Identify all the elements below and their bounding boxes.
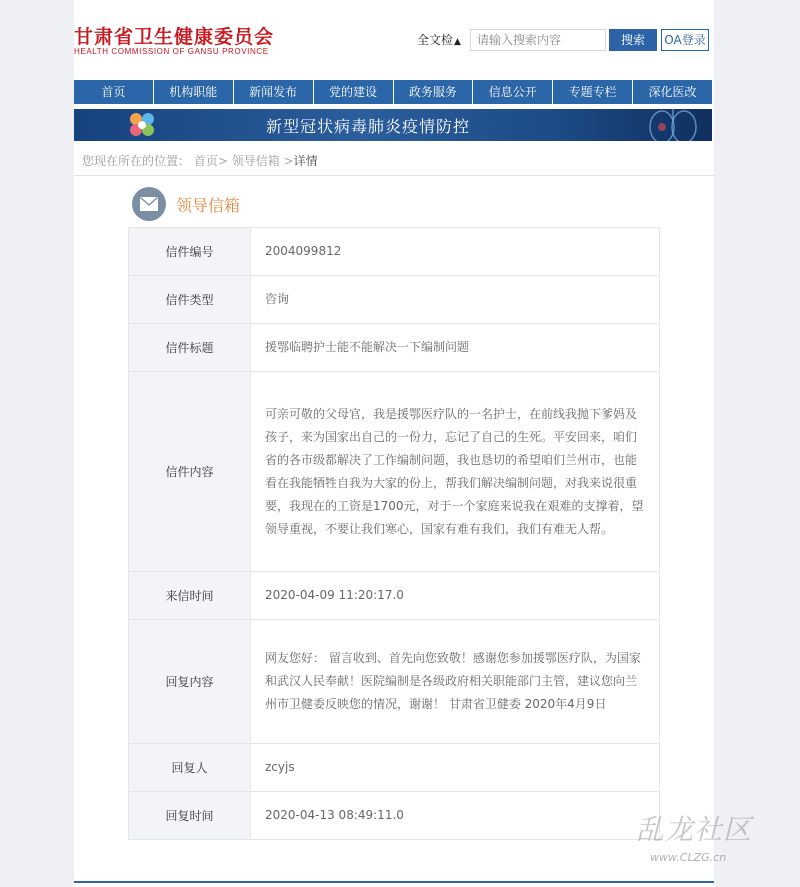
breadcrumb-home[interactable]: 首页 xyxy=(193,154,218,168)
letter-reply-time-value: 2020-04-13 08:49:11.0 xyxy=(251,792,660,840)
updown-caret-icon: ▲︎ xyxy=(454,37,461,47)
divider xyxy=(74,175,714,176)
search-scope-select[interactable] xyxy=(417,30,467,50)
letter-replier-value: zcyjs xyxy=(251,744,660,792)
field-label: 回复内容 xyxy=(129,620,251,744)
nav-item-reform[interactable]: 深化医改 xyxy=(648,85,697,99)
letter-title-value: 援鄂临聘护士能不能解决一下编制问题 xyxy=(251,324,660,372)
search-scope-label: 全文检 xyxy=(417,33,454,47)
nav-item-home[interactable]: 首页 xyxy=(74,80,154,104)
field-label: 信件标题 xyxy=(129,324,251,372)
main-nav xyxy=(74,80,712,104)
mail-icon xyxy=(132,187,166,221)
watermark-text: 乱龙社区 xyxy=(636,813,753,846)
table-row xyxy=(129,572,660,620)
breadcrumb xyxy=(82,152,318,169)
field-label: 信件类型 xyxy=(129,276,251,324)
breadcrumb-separator: > xyxy=(283,154,294,168)
search-button[interactable]: 搜索 xyxy=(609,29,657,51)
field-label: 回复时间 xyxy=(129,792,251,840)
site-logo-subtitle: HEALTH COMMISSION OF GANSU PROVINCE xyxy=(74,47,269,56)
nav-item-services[interactable]: 政务服务 xyxy=(394,80,474,104)
lungs-icon xyxy=(634,109,712,141)
field-label: 来信时间 xyxy=(129,572,251,620)
nav-item-news[interactable]: 新闻发布 xyxy=(234,80,314,104)
table-row xyxy=(129,744,660,792)
field-label: 回复人 xyxy=(129,744,251,792)
table-row xyxy=(129,372,660,572)
nav-item-topics[interactable]: 专题专栏 xyxy=(553,80,633,104)
letter-type-value: 咨询 xyxy=(251,276,660,324)
section-title: 领导信箱 xyxy=(176,196,241,215)
breadcrumb-current: 详情 xyxy=(293,154,318,168)
letter-reply-value: 网友您好： 留言收到、首先向您致敬！感谢您参加援鄂医疗队，为国家和武汉人民奉献！医院编制是各级政府相关职能部门主管，建议您向兰州市卫健委反映您的情况，谢谢！ 甘肃省卫健委 2020年4月9日 xyxy=(251,620,660,744)
covid-banner[interactable] xyxy=(74,109,712,141)
nav-item-party[interactable]: 党的建设 xyxy=(314,80,394,104)
flower-logo-icon xyxy=(126,111,160,139)
oa-login-button[interactable]: OA登录 xyxy=(661,29,709,51)
site-logo-title[interactable]: 甘肃省卫生健康委员会 xyxy=(74,26,275,48)
table-row xyxy=(129,324,660,372)
field-label: 信件内容 xyxy=(129,372,251,572)
watermark-url: www.CLZG.cn xyxy=(650,851,727,864)
letter-id-value: 2004099812 xyxy=(251,228,660,276)
field-label: 信件编号 xyxy=(129,228,251,276)
nav-item-disclosure[interactable]: 信息公开 xyxy=(473,80,553,104)
letter-content-value: 可亲可敬的父母官，我是援鄂医疗队的一名护士，在前线我抛下爹妈及孩子，来为国家出自己的一份力，忘记了自己的生死。平安回来，咱们省的各市级都解决了工作编制问题，我也恳切的希望咱们兰州市，也能看在我能牺牲自我为大家的份上，帮我们解决编制问题，对我来说很重要，我现在的工资是1700元，对于一个家庭来说我在艰难的支撑着，望领导重视，不要让我们寒心，国家有难有我们，我们有难无人帮。 xyxy=(251,372,660,572)
table-row xyxy=(129,228,660,276)
letter-received-value: 2020-04-09 11:20:17.0 xyxy=(251,572,660,620)
table-row xyxy=(129,620,660,744)
table-row xyxy=(129,792,660,840)
breadcrumb-section[interactable]: 领导信箱 xyxy=(231,154,280,168)
banner-title: 新型冠状病毒肺炎疫情防控 xyxy=(266,117,471,136)
letter-detail-table xyxy=(128,227,660,840)
footer-divider xyxy=(74,881,714,883)
table-row xyxy=(129,276,660,324)
breadcrumb-prefix: 您现在所在的位置： xyxy=(82,154,191,168)
breadcrumb-separator: > xyxy=(217,154,228,168)
search-input[interactable] xyxy=(470,29,606,51)
nav-item-functions[interactable]: 机构职能 xyxy=(154,80,234,104)
